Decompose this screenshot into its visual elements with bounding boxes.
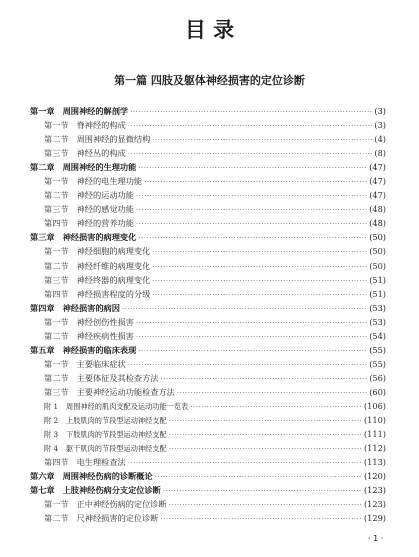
toc-entry-section	[30, 357, 386, 371]
toc-entry-number: 第二节	[44, 330, 69, 341]
dot-leader	[160, 372, 367, 386]
toc-entry-section	[30, 216, 386, 230]
toc-entry-title: 神经损害的临床表现	[62, 344, 137, 355]
toc-entry-title: 神经的营养功能	[76, 218, 134, 229]
toc-entry-chapter	[30, 343, 386, 357]
toc-entry-page: (111)	[363, 429, 386, 440]
toc-entry-number: 第三章	[30, 232, 55, 243]
toc-entry-page: (55)	[369, 344, 386, 355]
toc-entry-page: (60)	[369, 386, 386, 397]
toc-entry-title: 神经损害程度的分级	[76, 288, 151, 299]
toc-entry-number: 附 2	[44, 416, 59, 426]
toc-entry-page: (123)	[363, 485, 386, 496]
dot-leader	[128, 147, 373, 161]
toc-entry-title: 神经丛的构成	[76, 148, 126, 159]
toc-entry-page: (48)	[369, 218, 386, 229]
toc-entry-page: (123)	[363, 499, 386, 510]
toc-entry-title: 周围神经的解剖学	[62, 106, 129, 116]
part-title: 第一篇 四肢及躯体神经损害的定位诊断	[114, 74, 305, 87]
toc-entry-section	[30, 132, 386, 146]
toc-entry-section	[30, 202, 386, 216]
toc-entry-number: 第三节	[44, 204, 69, 215]
toc-entry-section	[30, 188, 386, 202]
toc-entry-number: 第七章	[30, 485, 55, 496]
toc-entry-appendix	[30, 427, 386, 441]
toc-entry-page: (3)	[374, 120, 386, 131]
toc-entry-number: 第三节	[44, 386, 69, 397]
toc-entry-section	[30, 287, 386, 301]
dot-leader	[152, 260, 367, 274]
toc-entry-number: 第一节	[44, 176, 69, 187]
dot-leader	[138, 344, 367, 358]
dot-leader	[130, 105, 372, 119]
toc-entry-number: 第二节	[44, 372, 69, 383]
toc-entry-number: 第五章	[30, 344, 55, 355]
dot-leader	[152, 288, 367, 302]
toc-entry-section	[30, 455, 386, 469]
toc-entry-number: 第六章	[30, 471, 55, 482]
toc-entry-title: 躯干肌肉的节段型运动神经支配	[66, 444, 167, 454]
dot-leader	[122, 302, 367, 316]
toc-entry-page: (50)	[369, 232, 386, 243]
toc-entry-title: 神经创伤性损害	[76, 316, 134, 327]
toc-entry-appendix	[30, 399, 386, 413]
dot-leader	[169, 414, 362, 428]
toc-entry-page: (51)	[369, 274, 386, 285]
toc-entry-number: 附 4	[44, 444, 59, 454]
toc-entry-page: (56)	[369, 372, 386, 383]
toc-entry-title: 周围神经的显微结构	[76, 134, 151, 145]
toc-entry-chapter	[30, 483, 386, 497]
toc-entry-number: 第二节	[44, 260, 69, 271]
dot-leader	[169, 428, 362, 442]
toc-entry-section	[30, 315, 386, 329]
toc-entry-title: 正中神经伤病的定位诊断	[76, 499, 167, 510]
toc-entry-appendix	[30, 441, 386, 455]
dot-leader	[138, 161, 367, 175]
dot-leader	[190, 400, 362, 414]
toc-entry-page: (50)	[369, 246, 386, 257]
toc-entry-title: 上肢神经伤病分支定位诊断	[62, 485, 161, 496]
dot-leader	[152, 133, 372, 147]
dot-leader	[152, 274, 367, 288]
toc-entry-chapter	[30, 469, 386, 483]
toc-entry-number: 第三节	[44, 274, 69, 285]
dot-leader	[160, 512, 362, 526]
toc-entry-number: 第四节	[44, 457, 69, 468]
toc-entry-number: 第一节	[44, 316, 69, 327]
toc-entry-number: 附 1	[44, 401, 59, 411]
toc-entry-number: 第一节	[44, 120, 69, 131]
toc-entry-page: (48)	[369, 204, 386, 215]
toc-entry-page: (47)	[369, 190, 386, 201]
dot-leader	[152, 245, 367, 259]
toc-entry-chapter	[30, 230, 386, 244]
toc-entry-page: (113)	[363, 457, 386, 468]
toc-entry-section	[30, 385, 386, 399]
toc-entry-section	[30, 511, 386, 525]
dot-leader	[136, 217, 367, 231]
toc-entry-page: (51)	[369, 288, 386, 299]
toc-entry-title: 主要神经运动功能检查方法	[76, 386, 175, 397]
dot-leader	[128, 456, 362, 470]
toc-entry-title: 上肢肌肉的节段型运动神经支配	[66, 416, 167, 426]
toc-entry-page: (106)	[363, 400, 386, 411]
toc-entry-title: 神经纤维的病理变化	[76, 260, 151, 271]
toc-entry-title: 神经细胞的病理变化	[76, 246, 151, 257]
toc-entry-page: (129)	[363, 513, 386, 524]
toc-entry-page: (47)	[369, 162, 386, 173]
toc-entry-chapter	[30, 301, 386, 315]
toc-entry-page: (8)	[374, 148, 386, 159]
toc-entry-number: 第一节	[44, 499, 69, 510]
toc-entry-title: 主要临床症状	[76, 358, 126, 369]
toc-entry-number: 第一节	[44, 358, 69, 369]
toc-entry-title: 电生理检查法	[76, 457, 126, 468]
dot-leader	[128, 358, 367, 372]
toc-entry-title: 周围神经的生理功能	[62, 162, 137, 173]
toc-entry-number: 第二章	[30, 162, 55, 173]
toc-entry-number: 附 3	[44, 430, 59, 440]
toc-entry-section	[30, 497, 386, 511]
toc-entry-title: 神经的运动功能	[76, 190, 134, 201]
toc-entry-number: 第四节	[44, 218, 69, 229]
dot-leader	[163, 484, 362, 498]
page-title: 目 录	[184, 18, 235, 42]
dot-leader	[136, 316, 367, 330]
toc-entry-number: 第四章	[30, 302, 55, 313]
toc-entry-title: 尺神经损害的定位诊断	[76, 513, 159, 524]
toc-entry-title: 下肢肌肉的节段型运动神经支配	[66, 430, 167, 440]
dot-leader	[128, 119, 373, 133]
toc-entry-page: (3)	[374, 106, 386, 116]
toc-entry-section	[30, 174, 386, 188]
toc-entry-title: 神经的感觉功能	[76, 204, 134, 215]
toc-entry-title: 主要体征及其检查方法	[76, 372, 159, 383]
toc-entry-section	[30, 273, 386, 287]
toc-entry-number: 第四节	[44, 288, 69, 299]
dot-leader	[136, 203, 367, 217]
dot-leader	[136, 330, 367, 344]
dot-leader	[144, 175, 367, 189]
toc-entry-section	[30, 329, 386, 343]
toc-entry-page: (112)	[363, 443, 386, 454]
toc-entry-title: 神经终器的病理变化	[76, 274, 151, 285]
toc-entry-page: (55)	[369, 358, 386, 369]
toc-entry-section	[30, 371, 386, 385]
toc-entry-page: (54)	[369, 330, 386, 341]
toc-entry-title: 脊神经的构成	[76, 120, 126, 131]
toc-entry-page: (47)	[369, 176, 386, 187]
toc-entry-number: 第二节	[44, 134, 69, 145]
toc-entry-number: 第三节	[44, 148, 69, 159]
dot-leader	[169, 442, 362, 456]
toc-entry-title: 周围神经伤病的诊断概论	[62, 471, 153, 482]
toc-entry-number: 第一节	[44, 246, 69, 257]
toc-entry-title: 神经损害的病理变化	[62, 232, 137, 243]
dot-leader	[136, 189, 367, 203]
toc-entry-number: 第二节	[44, 190, 69, 201]
toc-entry-number: 第二节	[44, 513, 69, 524]
toc-entry-chapter	[30, 160, 386, 174]
toc-entry-section	[30, 259, 386, 273]
toc-entry-title: 周围神经的肌肉支配及运动功能一览表	[66, 401, 189, 411]
toc-entry-appendix	[30, 413, 386, 427]
dot-leader	[169, 498, 362, 512]
toc-entry-page: (120)	[363, 471, 386, 482]
toc-entry-number: 第一章	[30, 106, 55, 116]
toc-entry-section	[30, 146, 386, 160]
table-of-contents	[30, 104, 386, 525]
dot-leader	[138, 231, 367, 245]
toc-entry-page: (53)	[369, 316, 386, 327]
dot-leader	[177, 386, 367, 400]
toc-entry-section	[30, 118, 386, 132]
toc-entry-title: 神经的电生理功能	[76, 176, 143, 187]
toc-entry-page: (4)	[374, 134, 386, 145]
dot-leader	[155, 470, 362, 484]
toc-entry-page: (50)	[369, 260, 386, 271]
toc-entry-page: (53)	[369, 302, 386, 313]
toc-entry-section	[30, 244, 386, 258]
toc-entry-title: 神经损害的病因	[62, 302, 120, 313]
toc-entry-page: (110)	[363, 415, 386, 426]
page-number: · 1 ·	[368, 534, 384, 543]
toc-entry-title: 神经疾病性损害	[76, 330, 134, 341]
toc-entry-chapter	[30, 104, 386, 118]
